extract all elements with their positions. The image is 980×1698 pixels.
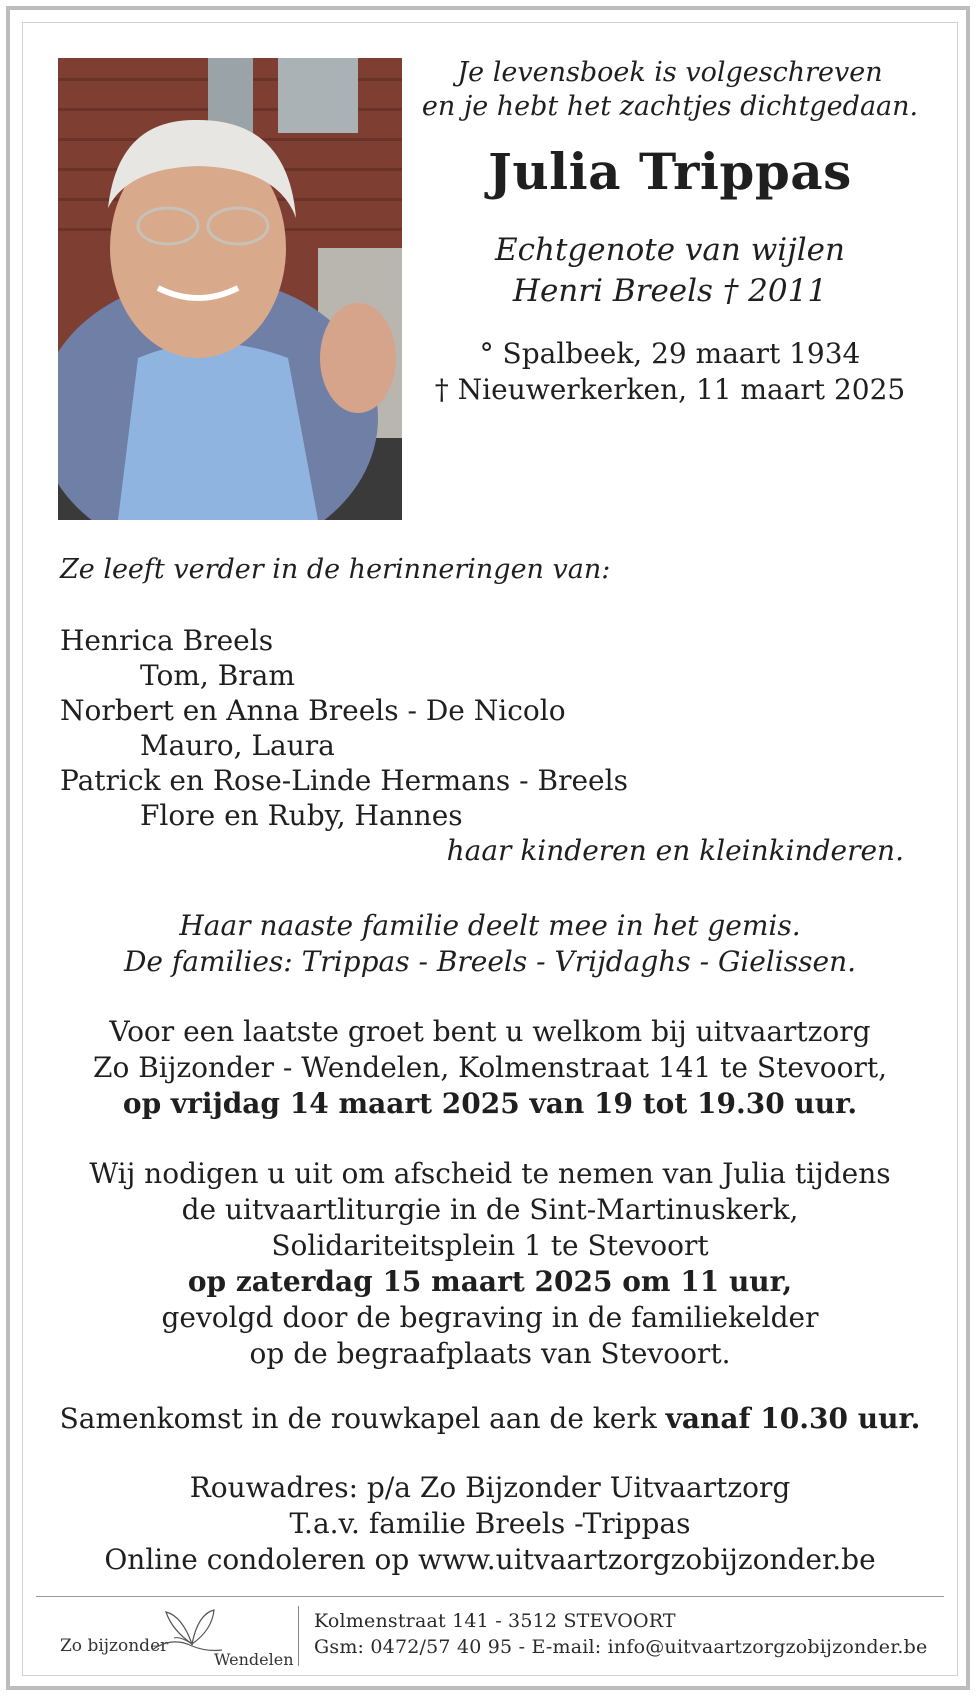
- portrait-photo: [58, 58, 402, 520]
- verse-line: en je hebt het zachtjes dichtgedaan.: [421, 91, 919, 122]
- funeral-after: op de begraafplaats van Stevoort.: [249, 1337, 731, 1370]
- verse-line: Je levensboek is volgeschreven: [457, 57, 883, 88]
- visitation-line: Voor een laatste groet bent u welkom bij uitvaartzorg: [109, 1015, 871, 1048]
- logo-text-right: Wendelen: [214, 1650, 294, 1669]
- extended-family-line: Haar naaste familie deelt mee in het gemis.: [179, 909, 801, 942]
- deceased-name: Julia Trippas: [488, 142, 852, 201]
- family-closing: haar kinderen en kleinkinderen.: [446, 834, 904, 867]
- grandchildren: Flore en Ruby, Hannes: [140, 799, 463, 832]
- funeral-info: [30, 1156, 950, 1372]
- extended-family: [30, 908, 950, 980]
- butterfly-icon: [152, 1606, 232, 1656]
- death-date: † Nieuwerkerken, 11 maart 2025: [434, 373, 906, 406]
- condolence-link[interactable]: Online condoleren op www.uitvaartzorgzobijzonder.be: [104, 1543, 876, 1576]
- visitation-line: Zo Bijzonder - Wendelen, Kolmenstraat 141 te Stevoort,: [93, 1051, 887, 1084]
- life-dates: [420, 336, 920, 408]
- address-line: T.a.v. familie Breels -Trippas: [289, 1507, 691, 1540]
- footer-vertical-divider: [298, 1606, 299, 1666]
- gathering-text: Samenkomst in de rouwkapel aan de kerk: [59, 1402, 666, 1435]
- funeral-line: Solidariteitsplein 1 te Stevoort: [271, 1229, 709, 1262]
- footer-divider: [36, 1596, 944, 1597]
- funeral-after: gevolgd door de begraving in de familiekelder: [161, 1301, 819, 1334]
- extended-family-line: De families: Trippas - Breels - Vrijdaghs - Gielissen.: [123, 945, 857, 978]
- address-info: [30, 1470, 950, 1578]
- child-name: Henrica Breels: [60, 624, 274, 657]
- funeral-home-logo: [56, 1604, 296, 1668]
- footer-address: Kolmenstraat 141 - 3512 STEVOORT: [314, 1610, 676, 1632]
- spouse-line: Echtgenote van wijlen: [495, 232, 845, 268]
- family-list: [60, 623, 920, 868]
- child-name: Norbert en Anna Breels - De Nicolo: [60, 694, 566, 727]
- grandchildren: Tom, Bram: [140, 659, 295, 692]
- gathering-info: [30, 1401, 950, 1437]
- memories-intro: Ze leeft verder in de herinneringen van:: [60, 554, 611, 585]
- birth-date: ° Spalbeek, 29 maart 1934: [479, 337, 861, 370]
- verse: [420, 56, 920, 124]
- footer-phone-email[interactable]: Gsm: 0472/57 40 95 - E-mail: info@uitvaartzorgzobijzonder.be: [314, 1636, 928, 1658]
- visitation-time: op vrijdag 14 maart 2025 van 19 tot 19.30 uur.: [122, 1087, 858, 1120]
- child-name: Patrick en Rose-Linde Hermans - Breels: [60, 764, 628, 797]
- funeral-line: de uitvaartliturgie in de Sint-Martinuskerk,: [181, 1193, 799, 1226]
- footer-contact: [314, 1608, 927, 1660]
- visitation-info: [30, 1014, 950, 1122]
- spouse-line: Henri Breels † 2011: [512, 273, 828, 309]
- grandchildren: Mauro, Laura: [140, 729, 335, 762]
- funeral-line: Wij nodigen u uit om afscheid te nemen van Julia tijdens: [89, 1157, 891, 1190]
- address-line: Rouwadres: p/a Zo Bijzonder Uitvaartzorg: [189, 1471, 791, 1504]
- funeral-time: op zaterdag 15 maart 2025 om 11 uur,: [187, 1265, 793, 1298]
- logo-text-left: Zo bijzonder: [60, 1636, 169, 1656]
- spouse-info: [420, 230, 920, 312]
- header-block: [420, 56, 920, 408]
- gathering-time: vanaf 10.30 uur.: [665, 1402, 921, 1435]
